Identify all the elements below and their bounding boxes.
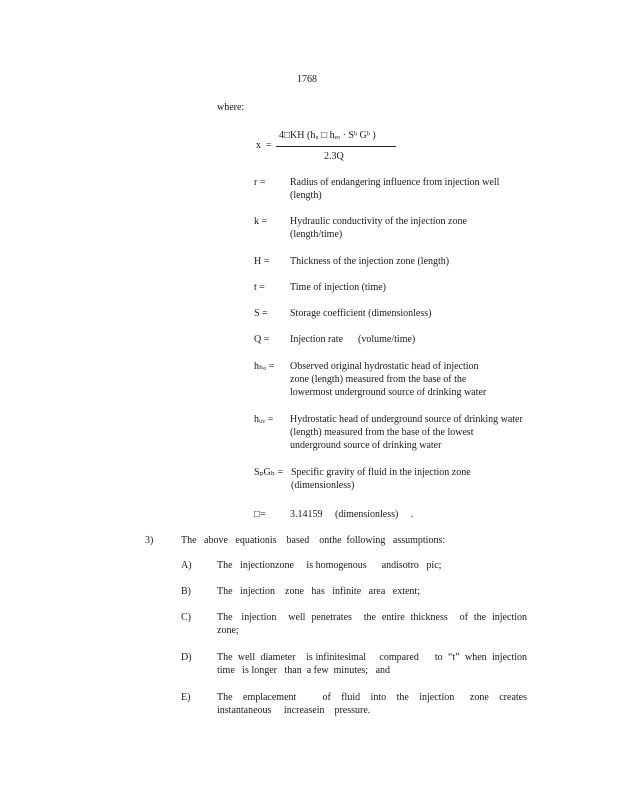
- item-text-e: The emplacement of fluid into the injection zone creates instantaneous increasein pressure.: [217, 692, 530, 716]
- def-term-k: k =: [254, 216, 268, 227]
- def-text-t: Time of injection (time): [290, 282, 387, 293]
- item-text-d: The well diameter is infinitesimal compared to “t” when injection time is longer than a few minutes; and: [217, 652, 530, 676]
- def-text-Q: Injection rate (volume/time): [290, 334, 416, 345]
- def-term-t: t =: [254, 282, 265, 293]
- def-term-H: H =: [254, 256, 270, 267]
- equation-lhs: x: [256, 140, 261, 151]
- def-text-huv: Hydrostatic head of underground source of drinking water (length) measured from the base of the lowest underground source of drinking water: [290, 414, 523, 451]
- def-term-pi: □=: [254, 509, 266, 520]
- item-text-a: The injectionzone is homogenous andisotro pic;: [217, 560, 442, 571]
- def-term-SpGb: SₚGₕ =: [254, 467, 284, 478]
- item-label-a: A): [181, 560, 192, 571]
- def-term-hbo: hₕₒ =: [254, 361, 275, 372]
- where-label: where:: [217, 102, 245, 113]
- equation-denominator: 2.3Q: [324, 151, 344, 162]
- section-number: 3): [145, 535, 154, 546]
- item-text-c: The injection well penetrates the entire thickness of the injection zone;: [217, 612, 530, 636]
- def-text-k: Hydraulic conductivity of the injection zone (length/time): [290, 216, 467, 240]
- def-text-hbo: Observed original hydrostatic head of injection zone (length) measured from the base of the lowermost underground source of drinking water: [290, 361, 487, 398]
- def-text-S: Storage coefficient (dimensionless): [290, 308, 432, 319]
- def-text-SpGb: Specific gravity of fluid in the injection zone (dimensionless): [291, 467, 471, 491]
- item-label-c: C): [181, 612, 191, 623]
- def-term-Q: Q =: [254, 334, 270, 345]
- def-term-r: r =: [254, 177, 266, 188]
- item-label-b: B): [181, 586, 191, 597]
- def-text-pi: 3.14159 (dimensionless) .: [290, 509, 414, 520]
- equation-numerator: [279, 129, 376, 142]
- fraction-bar: [276, 146, 396, 147]
- item-label-d: D): [181, 652, 192, 663]
- item-label-e: E): [181, 692, 191, 703]
- equation-numerator-text: 4□KH (hᵤ □ hₑₒ · Sᵇ Gᵇ ): [279, 130, 376, 141]
- def-term-huv: hᵤᵥ =: [254, 414, 274, 425]
- def-text-H: Thickness of the injection zone (length): [290, 256, 450, 267]
- def-term-S: S =: [254, 308, 268, 319]
- item-text-b: The injection zone has infinite area extent;: [217, 586, 420, 597]
- page-number: 1768: [297, 74, 317, 85]
- def-text-r: Radius of endangering influence from injection well (length): [290, 177, 500, 201]
- section-intro: The above equationis based onthe following assumptions:: [181, 535, 446, 546]
- equation-equals: =: [266, 140, 272, 151]
